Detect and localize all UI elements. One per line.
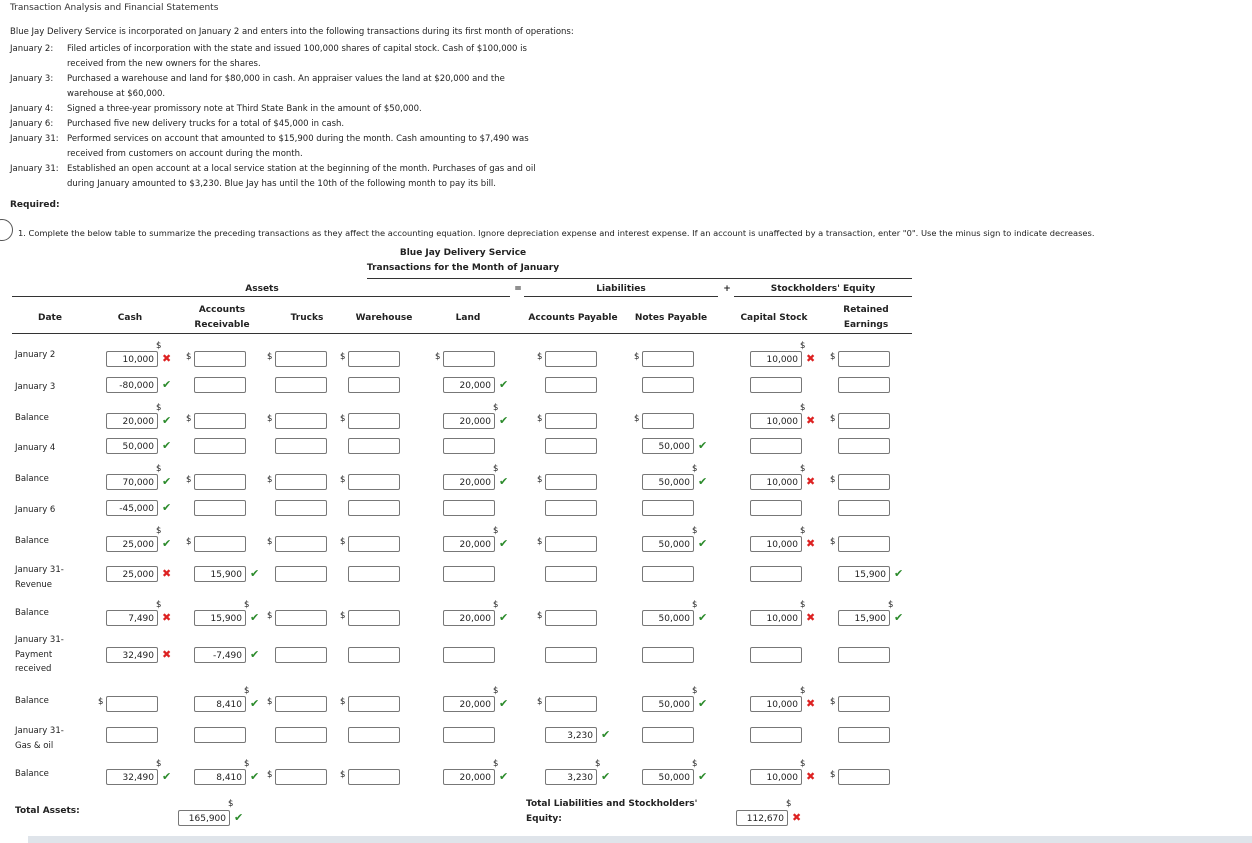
land-input[interactable]: 20,000 bbox=[443, 696, 495, 712]
retained-earnings-input[interactable] bbox=[838, 727, 890, 743]
row-label: January 31- Payment received bbox=[15, 635, 64, 674]
notes-payable-input[interactable]: 50,000 bbox=[642, 769, 694, 785]
transaction-date: January 31: bbox=[10, 164, 59, 174]
retained-earnings-input[interactable] bbox=[838, 413, 890, 429]
trucks-input[interactable] bbox=[275, 438, 327, 454]
capital-stock-input[interactable]: 10,000 bbox=[750, 474, 802, 490]
dollar-sign: $ bbox=[692, 464, 698, 474]
dollar-sign: $ bbox=[800, 600, 806, 610]
land-input[interactable] bbox=[443, 566, 495, 582]
dollar-sign: $ bbox=[186, 537, 192, 547]
dollar-sign: $ bbox=[800, 403, 806, 413]
col-cash: Cash bbox=[117, 313, 143, 323]
intro-text: Blue Jay Delivery Service is incorporated on January 2 and enters into the following transactions during its first month of operations: bbox=[10, 27, 574, 37]
capital-stock-input[interactable] bbox=[750, 727, 802, 743]
dollar-sign: $ bbox=[186, 352, 192, 362]
total-assets-label: Total Assets: bbox=[15, 806, 80, 816]
dollar-sign: $ bbox=[156, 600, 162, 610]
dollar-sign: $ bbox=[267, 537, 273, 547]
accounts-receivable-input[interactable] bbox=[194, 500, 246, 516]
dollar-sign: $ bbox=[692, 526, 698, 536]
capital-stock-input[interactable]: 10,000 bbox=[750, 536, 802, 552]
dollar-sign: $ bbox=[244, 686, 250, 696]
capital-stock-input[interactable] bbox=[750, 500, 802, 516]
trucks-input[interactable] bbox=[275, 474, 327, 490]
check-icon: ✔ bbox=[250, 611, 260, 624]
transaction-1 bbox=[10, 72, 505, 101]
cash-input[interactable]: 50,000 bbox=[106, 438, 158, 454]
check-icon: ✔ bbox=[162, 537, 172, 550]
dollar-sign: $ bbox=[186, 475, 192, 485]
cash-input[interactable]: 32,490 bbox=[106, 769, 158, 785]
dollar-sign: $ bbox=[493, 600, 499, 610]
check-icon: ✔ bbox=[698, 611, 708, 624]
warehouse-input[interactable] bbox=[348, 500, 400, 516]
transaction-date: January 31: bbox=[10, 134, 59, 144]
accounts-payable-input[interactable] bbox=[545, 413, 597, 429]
dollar-sign: $ bbox=[786, 799, 792, 809]
check-icon: ✔ bbox=[250, 697, 260, 710]
land-input[interactable]: 20,000 bbox=[443, 769, 495, 785]
row-label: Balance bbox=[15, 413, 49, 423]
dollar-sign: $ bbox=[244, 600, 250, 610]
trucks-input[interactable] bbox=[275, 769, 327, 785]
accounts-payable-input[interactable] bbox=[545, 610, 597, 626]
row-label: January 6 bbox=[15, 505, 56, 515]
col-capital-stock: Capital Stock bbox=[740, 313, 808, 323]
dollar-sign: $ bbox=[800, 526, 806, 536]
check-icon: ✔ bbox=[894, 567, 904, 580]
check-icon: ✔ bbox=[250, 770, 260, 783]
row-label: Balance bbox=[15, 608, 49, 618]
row-label: Balance bbox=[15, 474, 49, 484]
trucks-input[interactable] bbox=[275, 727, 327, 743]
trucks-input[interactable] bbox=[275, 500, 327, 516]
trucks-input[interactable] bbox=[275, 377, 327, 393]
equity-group-header: Stockholders' Equity bbox=[770, 284, 876, 294]
dollar-sign: $ bbox=[537, 697, 543, 707]
col-accounts-payable: Accounts Payable bbox=[528, 313, 618, 323]
warehouse-input[interactable] bbox=[348, 351, 400, 367]
notes-payable-input[interactable] bbox=[642, 500, 694, 516]
dollar-sign: $ bbox=[800, 686, 806, 696]
row-label: Balance bbox=[15, 769, 49, 779]
retained-earnings-input[interactable] bbox=[838, 500, 890, 516]
cash-input[interactable]: 25,000 bbox=[106, 536, 158, 552]
total-assets-input[interactable]: 165,900 bbox=[178, 810, 230, 826]
dollar-sign: $ bbox=[830, 475, 836, 485]
dollar-sign: $ bbox=[493, 526, 499, 536]
check-icon: ✔ bbox=[601, 770, 611, 783]
check-icon: ✔ bbox=[162, 770, 172, 783]
capital-stock-input[interactable] bbox=[750, 647, 802, 663]
dollar-sign: $ bbox=[634, 352, 640, 362]
notes-payable-input[interactable] bbox=[642, 566, 694, 582]
dollar-sign: $ bbox=[493, 403, 499, 413]
cross-icon: ✖ bbox=[806, 352, 816, 365]
accounts-payable-input[interactable] bbox=[545, 474, 597, 490]
title-rule bbox=[367, 278, 912, 279]
dollar-sign: $ bbox=[537, 537, 543, 547]
dollar-sign: $ bbox=[888, 600, 894, 610]
dollar-sign: $ bbox=[493, 686, 499, 696]
dollar-sign: $ bbox=[435, 352, 441, 362]
cross-icon: ✖ bbox=[162, 567, 172, 580]
dollar-sign: $ bbox=[340, 537, 346, 547]
check-icon: ✔ bbox=[499, 378, 509, 391]
trucks-input[interactable] bbox=[275, 696, 327, 712]
accounts-receivable-input[interactable]: 8,410 bbox=[194, 696, 246, 712]
accounts-payable-input[interactable] bbox=[545, 351, 597, 367]
col-accounts-receivable: Accounts Receivable bbox=[194, 305, 250, 330]
accounts-receivable-input[interactable] bbox=[194, 474, 246, 490]
transaction-text: Signed a three-year promissory note at Third State Bank in the amount of $50,000. bbox=[67, 104, 422, 114]
transaction-text: Filed articles of incorporation with the state and issued 100,000 shares of capital stock. Cash of $100,000 is bbox=[67, 44, 527, 54]
question-text: 1. Complete the below table to summarize the preceding transactions as they affect the accounting equation. Ignore depreciation expense and interest expense. If an account is unaffected by a transaction, enter "0". Use the minus sign to indicate decreases. bbox=[18, 228, 1095, 238]
land-input[interactable] bbox=[443, 500, 495, 516]
cross-icon: ✖ bbox=[162, 352, 172, 365]
notes-payable-input[interactable] bbox=[642, 647, 694, 663]
assets-group-header: Assets bbox=[245, 284, 279, 294]
check-icon: ✔ bbox=[250, 648, 260, 661]
transaction-text: warehouse at $60,000. bbox=[67, 88, 166, 99]
transaction-date: January 4: bbox=[10, 104, 54, 114]
liabilities-group-header: Liabilities bbox=[596, 284, 646, 294]
dollar-sign: $ bbox=[537, 414, 543, 424]
transaction-date: January 6: bbox=[10, 119, 54, 129]
land-input[interactable]: 20,000 bbox=[443, 474, 495, 490]
accounts-receivable-input[interactable] bbox=[194, 727, 246, 743]
transaction-0 bbox=[10, 42, 527, 71]
transaction-text: during January amounted to $3,230. Blue Jay has until the 10th of the following month to pay its bill. bbox=[67, 178, 496, 189]
dollar-sign: $ bbox=[267, 475, 273, 485]
dollar-sign: $ bbox=[340, 414, 346, 424]
accounts-payable-input[interactable]: 3,230 bbox=[545, 769, 597, 785]
dollar-sign: $ bbox=[493, 759, 499, 769]
capital-stock-input[interactable]: 10,000 bbox=[750, 696, 802, 712]
check-icon: ✔ bbox=[698, 537, 708, 550]
dollar-sign: $ bbox=[830, 414, 836, 424]
retained-earnings-input[interactable]: 15,900 bbox=[838, 610, 890, 626]
dollar-sign: $ bbox=[156, 403, 162, 413]
cash-input[interactable]: -80,000 bbox=[106, 377, 158, 393]
trucks-input[interactable] bbox=[275, 536, 327, 552]
trucks-input[interactable] bbox=[275, 413, 327, 429]
cash-input[interactable]: 20,000 bbox=[106, 413, 158, 429]
col-notes-payable: Notes Payable bbox=[634, 313, 708, 323]
dollar-sign: $ bbox=[267, 611, 273, 621]
check-icon: ✔ bbox=[162, 475, 172, 488]
retained-earnings-input[interactable] bbox=[838, 769, 890, 785]
capital-stock-input[interactable] bbox=[750, 566, 802, 582]
equals-sign: = bbox=[514, 284, 522, 294]
retained-earnings-input[interactable] bbox=[838, 536, 890, 552]
check-icon: ✔ bbox=[698, 439, 708, 452]
dollar-sign: $ bbox=[267, 770, 273, 780]
retained-earnings-input[interactable] bbox=[838, 351, 890, 367]
dollar-sign: $ bbox=[800, 759, 806, 769]
warehouse-input[interactable] bbox=[348, 727, 400, 743]
transaction-2 bbox=[10, 102, 422, 117]
check-icon: ✔ bbox=[698, 697, 708, 710]
trucks-input[interactable] bbox=[275, 566, 327, 582]
dollar-sign: $ bbox=[830, 770, 836, 780]
land-input[interactable] bbox=[443, 647, 495, 663]
transaction-text: Performed services on account that amounted to $15,900 during the month. Cash amounting to $7,490 was bbox=[67, 134, 529, 144]
transaction-5 bbox=[10, 162, 536, 191]
dollar-sign: $ bbox=[800, 341, 806, 351]
check-icon: ✔ bbox=[162, 378, 172, 391]
accounts-receivable-input[interactable]: 15,900 bbox=[194, 566, 246, 582]
land-input[interactable]: 20,000 bbox=[443, 536, 495, 552]
warehouse-input[interactable] bbox=[348, 769, 400, 785]
cash-input[interactable]: 10,000 bbox=[106, 351, 158, 367]
dollar-sign: $ bbox=[537, 611, 543, 621]
transaction-date: January 2: bbox=[10, 44, 54, 54]
retained-earnings-input[interactable] bbox=[838, 696, 890, 712]
cross-icon: ✖ bbox=[806, 611, 816, 624]
col-land: Land bbox=[455, 313, 481, 323]
check-icon: ✔ bbox=[698, 770, 708, 783]
check-icon: ✔ bbox=[499, 611, 509, 624]
trucks-input[interactable] bbox=[275, 610, 327, 626]
total-liabilities-equity-input[interactable]: 112,670 bbox=[736, 810, 788, 826]
col-retained-earnings: Retained Earnings bbox=[843, 305, 889, 330]
required-label: Required: bbox=[10, 200, 60, 210]
notes-payable-input[interactable]: 50,000 bbox=[642, 696, 694, 712]
capital-stock-input[interactable] bbox=[750, 438, 802, 454]
total-liabilities-equity-label: Total Liabilities and Stockholders' Equity: bbox=[526, 799, 698, 824]
dollar-sign: $ bbox=[634, 414, 640, 424]
notes-payable-input[interactable] bbox=[642, 377, 694, 393]
dollar-sign: $ bbox=[156, 526, 162, 536]
row-label: January 31- Gas & oil bbox=[15, 726, 64, 751]
dollar-sign: $ bbox=[267, 414, 273, 424]
capital-stock-input[interactable]: 10,000 bbox=[750, 351, 802, 367]
check-icon: ✔ bbox=[499, 414, 509, 427]
check-icon: ✔ bbox=[601, 728, 611, 741]
retained-earnings-input[interactable] bbox=[838, 647, 890, 663]
cross-icon: ✖ bbox=[806, 770, 816, 783]
warehouse-input[interactable] bbox=[348, 377, 400, 393]
row-label: Balance bbox=[15, 696, 49, 706]
warehouse-input[interactable] bbox=[348, 438, 400, 454]
cash-input[interactable]: 25,000 bbox=[106, 566, 158, 582]
retained-earnings-input[interactable]: 15,900 bbox=[838, 566, 890, 582]
notes-payable-input[interactable]: 50,000 bbox=[642, 536, 694, 552]
cash-input[interactable] bbox=[106, 727, 158, 743]
transaction-3 bbox=[10, 117, 344, 132]
cash-input[interactable]: -45,000 bbox=[106, 500, 158, 516]
cash-input[interactable]: 7,490 bbox=[106, 610, 158, 626]
cross-icon: ✖ bbox=[162, 648, 172, 661]
land-input[interactable] bbox=[443, 727, 495, 743]
check-icon: ✔ bbox=[499, 770, 509, 783]
land-input[interactable]: 20,000 bbox=[443, 413, 495, 429]
dollar-sign: $ bbox=[267, 352, 273, 362]
check-icon: ✔ bbox=[162, 439, 172, 452]
accounts-receivable-input[interactable] bbox=[194, 413, 246, 429]
dollar-sign: $ bbox=[830, 352, 836, 362]
warehouse-input[interactable] bbox=[348, 647, 400, 663]
check-icon: ✔ bbox=[499, 697, 509, 710]
dollar-sign: $ bbox=[692, 759, 698, 769]
accounts-payable-input[interactable] bbox=[545, 536, 597, 552]
accounts-receivable-input[interactable]: 8,410 bbox=[194, 769, 246, 785]
check-icon: ✔ bbox=[162, 501, 172, 514]
row-label: January 31- Revenue bbox=[15, 565, 64, 590]
check-icon: ✔ bbox=[250, 567, 260, 580]
cross-icon: ✖ bbox=[806, 537, 816, 550]
dollar-sign: $ bbox=[830, 537, 836, 547]
accounts-payable-input[interactable] bbox=[545, 500, 597, 516]
check-icon: ✔ bbox=[499, 475, 509, 488]
transaction-text: received from customers on account during the month. bbox=[67, 148, 303, 159]
dollar-sign: $ bbox=[692, 686, 698, 696]
check-icon: ✔ bbox=[894, 611, 904, 624]
retained-earnings-input[interactable] bbox=[838, 377, 890, 393]
capital-stock-input[interactable]: 10,000 bbox=[750, 610, 802, 626]
dollar-sign: $ bbox=[156, 464, 162, 474]
accounts-payable-input[interactable] bbox=[545, 647, 597, 663]
dollar-sign: $ bbox=[156, 341, 162, 351]
dollar-sign: $ bbox=[537, 475, 543, 485]
warehouse-input[interactable] bbox=[348, 536, 400, 552]
notes-payable-input[interactable]: 50,000 bbox=[642, 438, 694, 454]
accounts-receivable-input[interactable] bbox=[194, 536, 246, 552]
transaction-text: Established an open account at a local service station at the beginning of the month. Purchases of gas and oil bbox=[67, 164, 536, 174]
question-marker bbox=[0, 219, 13, 241]
transaction-text: received from the new owners for the shares. bbox=[67, 58, 261, 69]
transaction-text: Purchased a warehouse and land for $80,000 in cash. An appraiser values the land at $20,000 and the bbox=[67, 74, 505, 84]
dollar-sign: $ bbox=[692, 600, 698, 610]
warehouse-input[interactable] bbox=[348, 696, 400, 712]
row-label: January 3 bbox=[15, 382, 56, 392]
page-title: Transaction Analysis and Financial Statements bbox=[10, 3, 219, 13]
cross-icon: ✖ bbox=[806, 697, 816, 710]
land-input[interactable]: 20,000 bbox=[443, 610, 495, 626]
notes-payable-input[interactable] bbox=[642, 413, 694, 429]
dollar-sign: $ bbox=[493, 464, 499, 474]
dollar-sign: $ bbox=[186, 414, 192, 424]
dollar-sign: $ bbox=[800, 464, 806, 474]
land-input[interactable] bbox=[443, 438, 495, 454]
land-input[interactable] bbox=[443, 351, 495, 367]
trucks-input[interactable] bbox=[275, 351, 327, 367]
check-icon: ✔ bbox=[499, 537, 509, 550]
row-label: Balance bbox=[15, 536, 49, 546]
col-warehouse: Warehouse bbox=[355, 313, 413, 323]
accounts-payable-input[interactable] bbox=[545, 696, 597, 712]
notes-payable-input[interactable]: 50,000 bbox=[642, 474, 694, 490]
dollar-sign: $ bbox=[228, 799, 234, 809]
row-label: January 2 bbox=[15, 350, 56, 360]
warehouse-input[interactable] bbox=[348, 413, 400, 429]
accounts-payable-input[interactable]: 3,230 bbox=[545, 727, 597, 743]
capital-stock-input[interactable] bbox=[750, 377, 802, 393]
cash-input[interactable]: 70,000 bbox=[106, 474, 158, 490]
land-input[interactable]: 20,000 bbox=[443, 377, 495, 393]
dollar-sign: $ bbox=[98, 697, 104, 707]
cross-icon: ✖ bbox=[806, 475, 816, 488]
cash-input[interactable] bbox=[106, 696, 158, 712]
dollar-sign: $ bbox=[156, 759, 162, 769]
notes-payable-input[interactable] bbox=[642, 727, 694, 743]
plus-sign: + bbox=[723, 284, 731, 294]
check-icon: ✔ bbox=[162, 414, 172, 427]
dollar-sign: $ bbox=[830, 697, 836, 707]
warehouse-input[interactable] bbox=[348, 566, 400, 582]
capital-stock-input[interactable]: 10,000 bbox=[750, 769, 802, 785]
cross-icon: ✖ bbox=[162, 611, 172, 624]
dollar-sign: $ bbox=[340, 770, 346, 780]
check-icon: ✔ bbox=[234, 811, 244, 824]
accounts-receivable-input[interactable]: 15,900 bbox=[194, 610, 246, 626]
cross-icon: ✖ bbox=[792, 811, 802, 824]
dollar-sign: $ bbox=[340, 352, 346, 362]
retained-earnings-input[interactable] bbox=[838, 438, 890, 454]
capital-stock-input[interactable]: 10,000 bbox=[750, 413, 802, 429]
col-date: Date bbox=[38, 313, 62, 323]
transaction-date: January 3: bbox=[10, 74, 54, 84]
col-trucks: Trucks bbox=[290, 313, 324, 323]
transaction-4 bbox=[10, 132, 529, 161]
notes-payable-input[interactable] bbox=[642, 351, 694, 367]
dollar-sign: $ bbox=[595, 759, 601, 769]
accounts-receivable-input[interactable]: -7,490 bbox=[194, 647, 246, 663]
warehouse-input[interactable] bbox=[348, 610, 400, 626]
trucks-input[interactable] bbox=[275, 647, 327, 663]
row-label: January 4 bbox=[15, 443, 56, 453]
check-icon: ✔ bbox=[698, 475, 708, 488]
dollar-sign: $ bbox=[537, 352, 543, 362]
accounts-receivable-input[interactable] bbox=[194, 438, 246, 454]
dollar-sign: $ bbox=[340, 611, 346, 621]
accounts-payable-input[interactable] bbox=[545, 377, 597, 393]
accounts-payable-input[interactable] bbox=[545, 566, 597, 582]
dollar-sign: $ bbox=[340, 475, 346, 485]
cross-icon: ✖ bbox=[806, 414, 816, 427]
retained-earnings-input[interactable] bbox=[838, 474, 890, 490]
company-name: Blue Jay Delivery Service bbox=[399, 248, 527, 258]
accounts-payable-input[interactable] bbox=[545, 438, 597, 454]
dollar-sign: $ bbox=[267, 697, 273, 707]
warehouse-input[interactable] bbox=[348, 474, 400, 490]
table-subtitle: Transactions for the Month of January bbox=[366, 263, 560, 273]
cash-input[interactable]: 32,490 bbox=[106, 647, 158, 663]
dollar-sign: $ bbox=[244, 759, 250, 769]
accounts-receivable-input[interactable] bbox=[194, 377, 246, 393]
accounts-receivable-input[interactable] bbox=[194, 351, 246, 367]
horizontal-scrollbar[interactable] bbox=[28, 836, 1252, 843]
notes-payable-input[interactable]: 50,000 bbox=[642, 610, 694, 626]
dollar-sign: $ bbox=[340, 697, 346, 707]
transaction-text: Purchased five new delivery trucks for a total of $45,000 in cash. bbox=[67, 119, 345, 129]
